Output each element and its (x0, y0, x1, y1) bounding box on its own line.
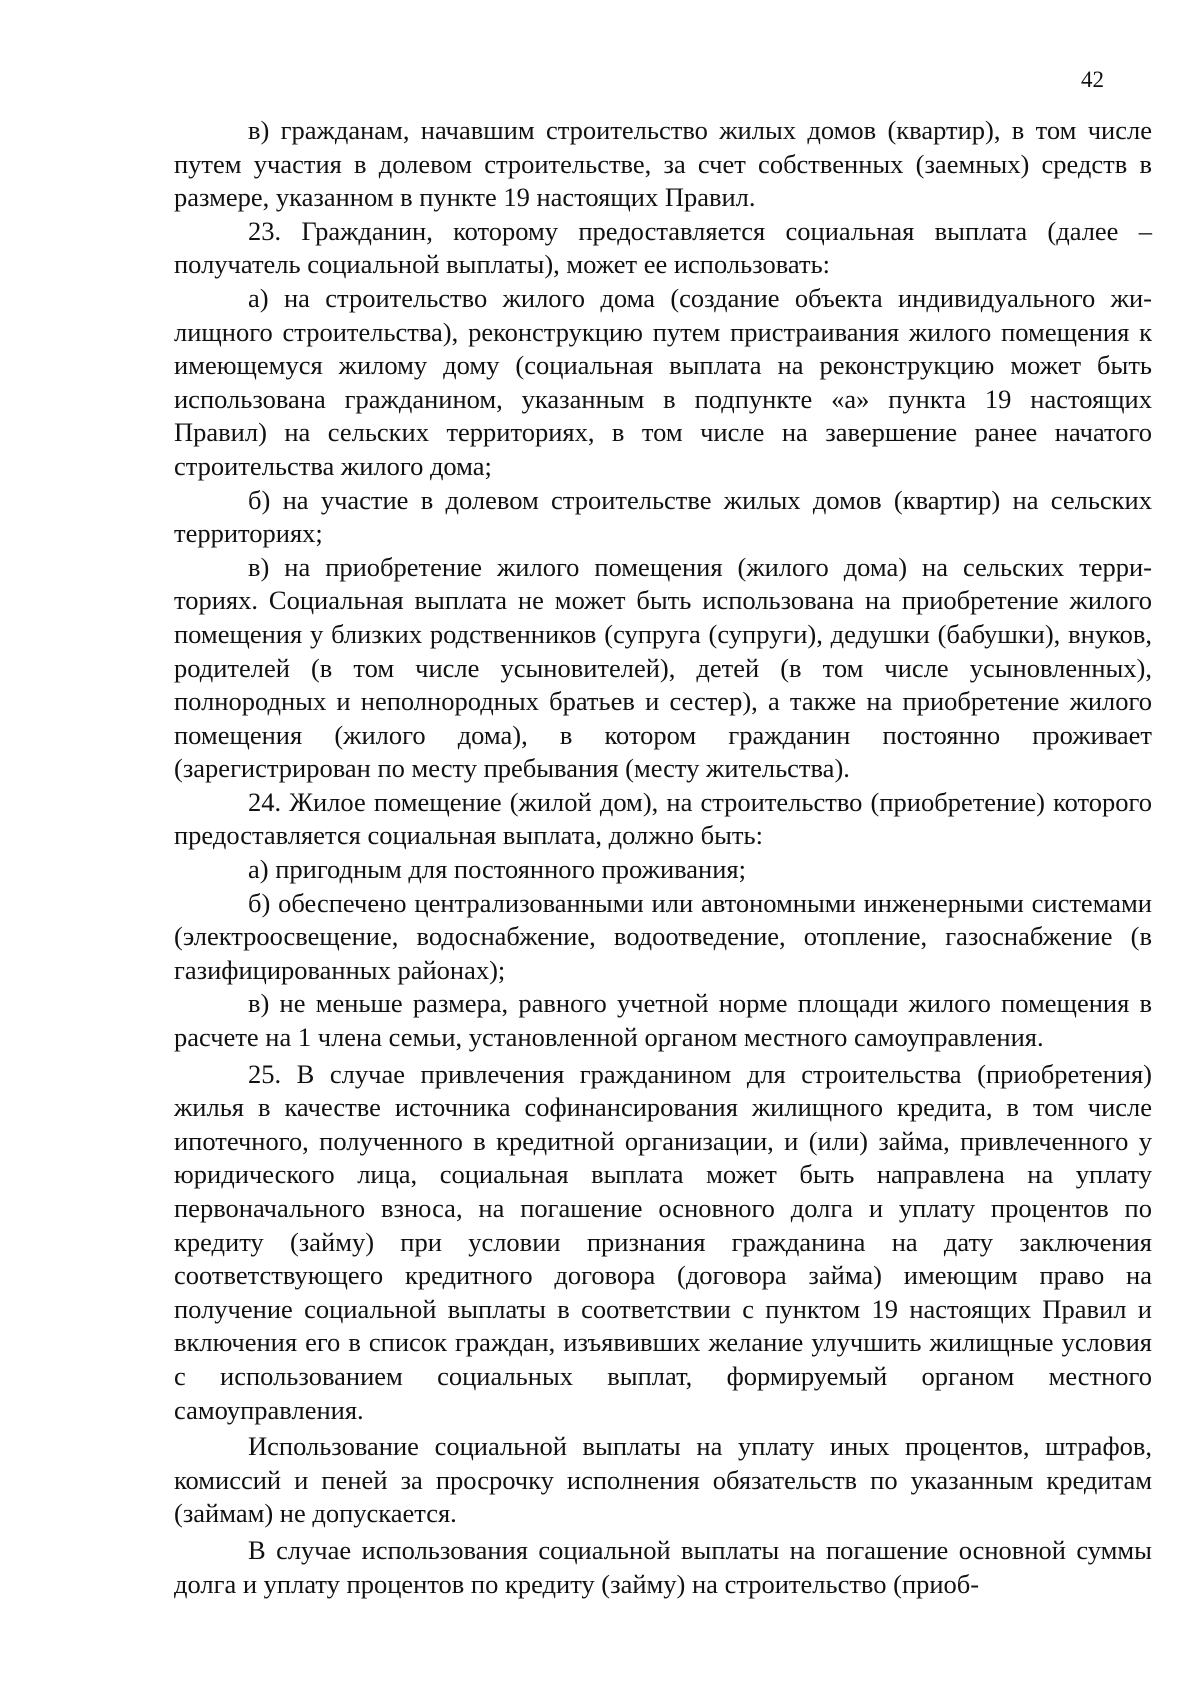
paragraph-24: 24. Жилое помещение (жилой дом), на строительство (приобретение) которого предоставляется социальная выплата, должно быть: (174, 786, 1152, 851)
paragraph-23: 23. Гражданин, которому предоставляется социальная выплата (далее – получатель социальной выплаты), может ее использовать: (174, 215, 1152, 280)
paragraph-22-v: в) гражданам, начавшим строительство жилых домов (квартир), в том числе путем участия в долевом строительстве, за счет собственных (заемных) средств в размере, указанном в пункте 19 настоящих Правил. (174, 115, 1152, 213)
page-number: 42 (1081, 67, 1104, 92)
paragraph-25-repayment: В случае использования социальной выплаты на погашение основной суммы долга и уплату процентов по кредиту (займу) на строительство (приоб- (174, 1534, 1152, 1599)
paragraph-25-usage: Использование социальной выплаты на уплату иных процентов, штрафов, комиссий и пеней за просрочку исполнения обязательств по указанным кредитам (займам) не допускается. (174, 1431, 1152, 1529)
paragraph-24-v: в) не меньше размера, равного учетной норме площади жилого помещения в расчете на 1 члена семьи, установленной органом местного самоуправления. (174, 988, 1152, 1053)
paragraph-24-b: б) обеспечено централизованными или автономными инженерными системами (электроосвещение, водоснабжение, водоотведение, отопление, газоснабжение (в газифицированных районах); (174, 887, 1152, 985)
paragraph-23-a: а) на строительство жилого дома (создание объекта индивидуального жилищного строительства), реконструкцию путем пристраивания жилого помещения к имеющемуся жилому дому (социальная выплата на реконструкцию может быть использована гражданином, указанным в подпункте «а» пункта 19 настоящих Правил) на сельских территориях, в том числе на завершение ранее начатого строительства жилого дома; (174, 282, 1152, 481)
paragraph-23-v: в) на приобретение жилого помещения (жилого дома) на сельских территориях. Социальная выплата не может быть использована на приобретение жилого помещения у близких родственников (супруга (супруги), дедушки (бабушки), внуков, родителей (в том числе усыновителей), детей (в том числе усыновленных), полнородных и неполнородных братьев и сестер), а также на приобретение жилого помещения (жилого дома), в котором гражданин постоянно проживает (зарегистрирован по месту пребывания (месту жительства). (174, 551, 1152, 784)
paragraph-23-b: б) на участие в долевом строительстве жилых домов (квартир) на сельских территориях; (174, 484, 1152, 549)
paragraph-25: 25. В случае привлечения гражданином для строительства (приобретения) жилья в качестве источника софинансирования жилищного кредита, в том числе ипотечного, полученного в кредитной организации, и (или) займа, привлеченного у юридического лица, социальная выплата может быть направлена на уплату первоначального взноса, на погашение основного долга и уплату процентов по кредиту (займу) при условии признания гражданина на дату заключения соответствующего кредитного договора (договора займа) имеющим право на получение социальной выплаты в соответствии с пунктом 19 настоящих Правил и включения его в список граждан, изъявивших желание улучшить жилищные условия с использованием социальных выплат, формируемый органом местного самоуправления. (174, 1058, 1152, 1425)
document-body (174, 114, 1152, 1601)
paragraph-24-a: а) пригодным для постоянного проживания; (248, 854, 746, 885)
